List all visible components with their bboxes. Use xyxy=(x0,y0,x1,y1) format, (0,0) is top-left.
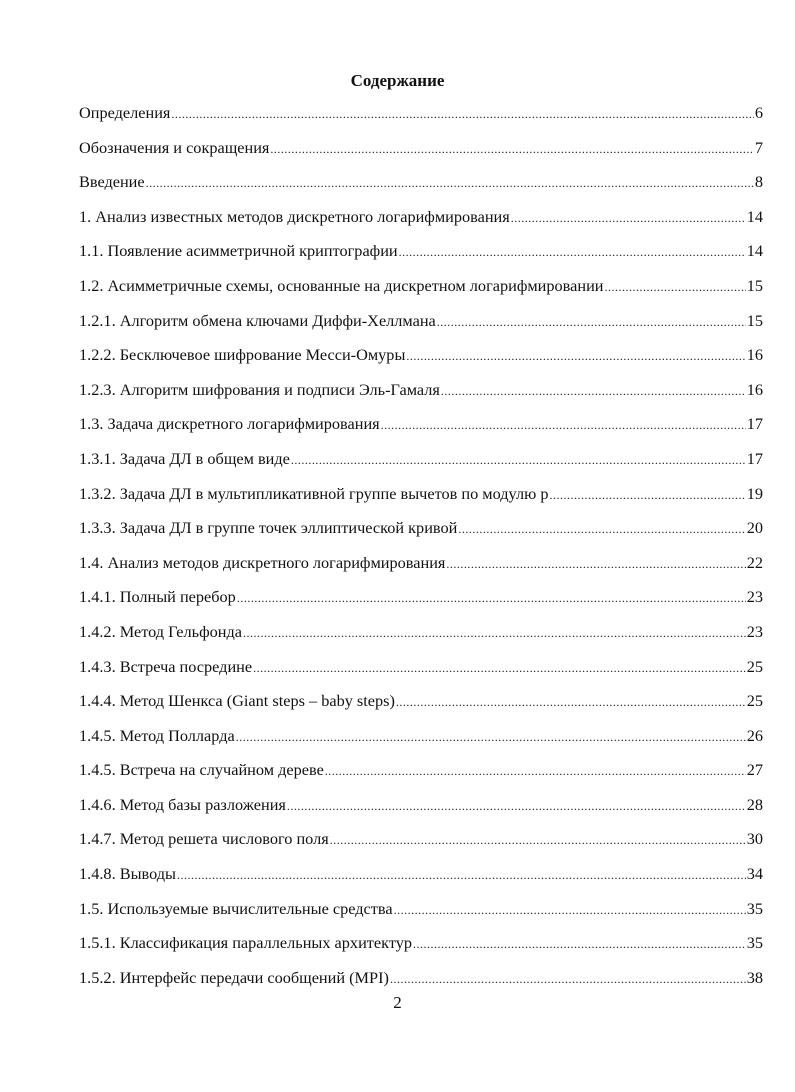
toc-entry-label: 1.4.8. Выводы xyxy=(79,864,176,884)
toc-entry-page: 17 xyxy=(746,448,763,468)
toc-entry xyxy=(79,274,763,309)
toc-entry-page: 22 xyxy=(746,552,763,572)
toc-leader-dots xyxy=(287,794,746,818)
toc-entry-label: 1.2.3. Алгоритм шифрования и подписи Эль-Гамаля xyxy=(79,379,440,399)
toc-entry-page: 38 xyxy=(746,967,763,987)
toc-entry-page: 28 xyxy=(746,794,763,814)
toc-entry-page: 16 xyxy=(746,379,763,399)
toc-entry-page: 25 xyxy=(746,656,763,676)
toc-leader-dots xyxy=(390,967,746,991)
toc-entry-page: 19 xyxy=(746,483,763,503)
toc-entry-label: 1.3.3. Задача ДЛ в группе точек эллиптической кривой xyxy=(79,518,458,538)
toc-entry-page: 23 xyxy=(746,621,763,641)
toc-leader-dots xyxy=(243,621,746,645)
toc-leader-dots xyxy=(171,102,753,126)
page-number: 2 xyxy=(393,993,402,1012)
toc-entry-page: 30 xyxy=(746,829,763,849)
toc-entry-page: 15 xyxy=(746,310,763,330)
toc-entry-label: 1.2.1. Алгоритм обмена ключами Диффи-Хеллмана xyxy=(79,310,436,330)
toc-entry-label: 1.4.6. Метод базы разложения xyxy=(79,794,286,814)
toc-leader-dots xyxy=(177,863,746,887)
toc-entry xyxy=(79,862,763,897)
toc-entry-label: 1.4.7. Метод решета числового поля xyxy=(79,829,329,849)
toc-leader-dots xyxy=(511,206,746,230)
toc-leader-dots xyxy=(381,413,746,437)
toc-entry-label: 1.3.1. Задача ДЛ в общем виде xyxy=(79,448,290,468)
toc-entry-label: 1.2. Асимметричные схемы, основанные на дискретном логарифмировании xyxy=(79,275,604,295)
toc-entry-label: 1.3. Задача дискретного логарифмирования xyxy=(79,414,380,434)
table-of-contents xyxy=(79,101,763,1000)
toc-entry-label: 1.4.2. Метод Гельфонда xyxy=(79,621,242,641)
toc-leader-dots xyxy=(458,517,745,541)
toc-leader-dots xyxy=(291,448,746,472)
toc-entry xyxy=(79,482,763,517)
toc-entry-page: 25 xyxy=(746,691,763,711)
toc-entry-label: 1.4.3. Встреча посредине xyxy=(79,656,253,676)
toc-leader-dots xyxy=(394,898,746,922)
toc-entry xyxy=(79,343,763,378)
toc-entry-page: 6 xyxy=(754,103,763,122)
toc-entry-page: 14 xyxy=(746,241,763,261)
toc-entry-label: 1. Анализ известных методов дискретного логарифмирования xyxy=(79,206,510,226)
toc-leader-dots xyxy=(237,586,746,610)
toc-entry xyxy=(79,516,763,551)
toc-entry xyxy=(79,827,763,862)
toc-entry xyxy=(79,136,763,171)
toc-entry-page: 34 xyxy=(746,864,763,884)
toc-entry-label: Обозначения и сокращения xyxy=(79,137,270,157)
toc-entry-page: 35 xyxy=(746,898,763,918)
toc-entry-page: 14 xyxy=(746,206,763,226)
toc-entry xyxy=(79,897,763,932)
toc-leader-dots xyxy=(396,690,746,714)
toc-leader-dots xyxy=(413,932,746,956)
page-title: Содержание xyxy=(350,71,445,90)
toc-entry xyxy=(79,551,763,586)
toc-entry-page: 7 xyxy=(754,137,763,157)
toc-entry xyxy=(79,447,763,482)
toc-entry-page: 17 xyxy=(746,414,763,434)
toc-entry xyxy=(79,724,763,759)
toc-entry-label: 1.5.1. Классификация параллельных архитектур xyxy=(79,933,412,953)
toc-leader-dots xyxy=(270,137,753,161)
toc-entry-label: 1.5.2. Интерфейс передачи сообщений (MPI) xyxy=(79,967,389,987)
toc-leader-dots xyxy=(549,483,745,507)
toc-entry-label: 1.4.4. Метод Шенкса (Giant steps – baby steps) xyxy=(79,691,395,711)
toc-entry xyxy=(79,620,763,655)
toc-entry xyxy=(79,655,763,690)
toc-entry-label: 1.5. Используемые вычислительные средства xyxy=(79,898,393,918)
toc-leader-dots xyxy=(605,275,746,299)
toc-entry xyxy=(79,170,763,205)
toc-entry-page: 35 xyxy=(746,933,763,953)
toc-entry-label: 1.4.5. Встреча на случайном дереве xyxy=(79,760,324,780)
toc-entry xyxy=(79,205,763,240)
toc-entry-label: 1.1. Появление асимметричной криптографии xyxy=(79,241,398,261)
toc-leader-dots xyxy=(446,552,745,576)
toc-entry-label: 1.4.5. Метод Полларда xyxy=(79,725,235,745)
toc-entry xyxy=(79,793,763,828)
toc-leader-dots xyxy=(399,240,746,264)
toc-entry xyxy=(79,931,763,966)
toc-leader-dots xyxy=(325,759,746,783)
toc-leader-dots xyxy=(236,725,746,749)
toc-entry-label: 1.4.1. Полный перебор xyxy=(79,587,236,607)
toc-leader-dots xyxy=(441,379,746,403)
toc-entry xyxy=(79,378,763,413)
toc-entry-label: 1.2.2. Бесключевое шифрование Месси-Омуры xyxy=(79,345,406,365)
toc-entry-page: 23 xyxy=(746,587,763,607)
toc-leader-dots xyxy=(330,828,746,852)
toc-entry-page: 15 xyxy=(746,275,763,295)
toc-entry-page: 26 xyxy=(746,725,763,745)
toc-entry xyxy=(79,239,763,274)
toc-entry-label: 1.4. Анализ методов дискретного логарифмирования xyxy=(79,552,446,572)
toc-entry-page: 16 xyxy=(746,345,763,365)
toc-entry-page: 27 xyxy=(746,760,763,780)
toc-leader-dots xyxy=(406,344,745,368)
toc-leader-dots xyxy=(253,656,746,680)
toc-entry-page: 8 xyxy=(754,172,763,192)
toc-entry xyxy=(79,412,763,447)
toc-entry-label: 1.3.2. Задача ДЛ в мультипликативной группе вычетов по модулю р xyxy=(79,483,549,503)
toc-entry xyxy=(79,758,763,793)
toc-entry xyxy=(79,585,763,620)
toc-entry-page: 20 xyxy=(746,518,763,538)
toc-entry-label: Введение xyxy=(79,172,145,192)
toc-entry xyxy=(79,101,763,136)
toc-leader-dots xyxy=(437,310,746,334)
toc-entry xyxy=(79,309,763,344)
toc-entry-label: Определения xyxy=(79,103,171,122)
toc-entry xyxy=(79,689,763,724)
toc-leader-dots xyxy=(146,171,754,195)
